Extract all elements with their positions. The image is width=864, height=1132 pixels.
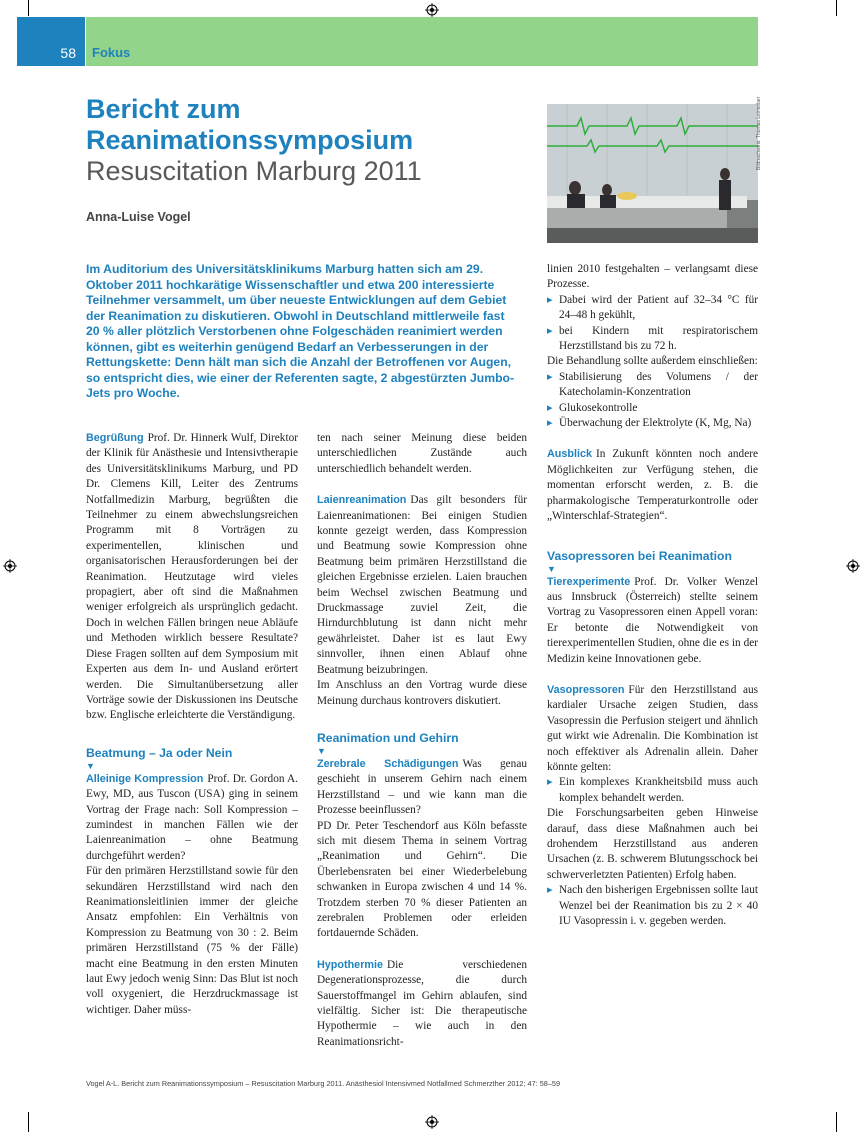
paragraph: Vasopressoren Für den Herzstillstand aus kardialer Ursache zeigen Studien, dass Vasopressin die Perfusion steigert und ähnlich gut wirkt wie Adrenalin. Die Kombination ist noch effektiver als Adrenalin allein. Daher könnte gelten: — [547, 683, 758, 773]
title-line-2: Reanimationssymposium — [86, 125, 414, 155]
photo-credit: Bildnachweis: Thomas Leimeiber — [756, 96, 762, 170]
auditorium-image — [547, 104, 758, 243]
citation-footer: Vogel A-L. Bericht zum Reanimationssymposium – Resuscitation Marburg 2011. Anästhesiol Intensivmed Notfallmed Schmerzther 2012; 47: 58–59 — [86, 1079, 561, 1088]
keyword: Hypothermie — [317, 958, 383, 971]
list-item: ▸ bei Kindern mit respiratorischem Herzstillstand bis zu 72 h. — [547, 324, 758, 355]
triangle-down-icon: ▼ — [547, 563, 556, 574]
registration-mark-icon — [846, 559, 860, 573]
triangle-down-icon: ▼ — [86, 760, 95, 771]
bullet-list — [547, 370, 758, 432]
column-3 — [547, 262, 758, 929]
registration-mark-icon — [425, 3, 439, 17]
list-item: ▸ Ein komplexes Krankheitsbild muss auch komplex behandelt werden. — [547, 775, 758, 806]
crop-mark — [836, 1112, 837, 1132]
keyword: Tierexperimente — [547, 575, 631, 588]
section-heading: Vasopressoren bei Reanimation — [547, 548, 732, 563]
list-item: ▸ Glukosekontrolle — [547, 401, 758, 416]
keyword: Alleinige Kompression — [86, 772, 204, 785]
registration-mark-icon — [3, 559, 17, 573]
column-1 — [86, 431, 298, 1018]
keyword: Zerebrale Schädigungen — [317, 757, 459, 770]
keyword: Begrüßung — [86, 432, 144, 444]
list-item: ▸ Überwachung der Elektrolyte (K, Mg, Na) — [547, 416, 758, 431]
list-item: ▸ Dabei wird der Patient auf 32–34 °C für 24–48 h gekühlt, — [547, 293, 758, 324]
article-subtitle: Resuscitation Marburg 2011 — [86, 156, 422, 186]
keyword: Vasopressoren — [547, 683, 625, 696]
paragraph: Tierexperimente Prof. Dr. Volker Wenzel aus Innsbruck (Österreich) stellte seinem Vortrag zu Vasopressoren einen Appell voran: Er betonte die Notwendigkeit von tierexperimentellen Studien, ohne die es in der Medizin keine Innovationen gebe. — [547, 575, 758, 665]
paragraph: Für den primären Herzstillstand sowie für den sekundären Herzstillstand wird nach den Reanimationsleitlinien immer der gleiche Ansatz empfohlen: Ein Verhältnis von Kompression zu Beatmung von 30 : 2. Beim primären Herzstillstand (75 % der Fälle) macht eine Beatmung in den ersten Minuten laut Ewy jedoch wenig Sinn: Das Blut ist noch voll oxygeniert, die Herzdruckmassage ist wichtiger. Daher müss- — [86, 865, 298, 1016]
registration-mark-icon — [425, 1115, 439, 1129]
paragraph: linien 2010 festgehalten – verlangsamt diese Prozesse. — [547, 263, 758, 291]
symposium-photo — [547, 104, 758, 243]
title-line-1: Bericht zum — [86, 94, 241, 124]
column-2 — [317, 431, 527, 1050]
page-number-box — [17, 17, 85, 66]
article-title — [86, 94, 526, 156]
bullet-list — [547, 883, 758, 929]
paragraph: Die Forschungsarbeiten geben Hinweise darauf, dass diese Maßnahmen auch bei drohendem Herzstillstand aus anderen Ursachen (z. B. schwerem Blutungsschock bei schwerverletzten Patienten) Erfolg haben. — [547, 807, 758, 881]
keyword: Ausblick — [547, 448, 593, 461]
paragraph: PD Dr. Peter Teschendorf aus Köln befasste sich mit diesem Thema in seinem Vortrag „Reanimation und Gehirn“. Die Überlebensraten bei einer Wiederbelebung schwanken in Europa zwischen 4 und 14 %. Trotzdem sterben 70 % dieser Patienten an zerebralen Problemen oder erleiden fortdauernde Schäden. — [317, 819, 527, 940]
paragraph: Laienreanimation Das gilt besonders für Laienreanimationen: Bei einigen Studien konnte gezeigt werden, dass Kompression und Beatmung sowie Kompression ohne Beatmung beim primären Herzstillstand die gleichen Ergebnisse erzielen. Laien brauchen beim Wechsel zwischen Beatmung und Druckmassage zuviel Zeit, die Hirndurchblutung ist dann nicht mehr gewährleistet. Daher ist es laut Ewy sinnvoller, ihnen einen Ablauf ohne Beatmung beizubringen. — [317, 494, 527, 676]
paragraph: Im Anschluss an den Vortrag wurde diese Meinung durchaus kontrovers diskutiert. — [317, 679, 527, 707]
section-label: Fokus — [92, 45, 131, 60]
crop-mark — [836, 0, 837, 16]
paragraph: Ausblick In Zukunft könnten noch andere Möglichkeiten zur Verfügung stehen, die momentan erforscht werden, z. B. die pharmakologische Temperaturkontrolle oder „Winterschlaf-Strategien“. — [547, 448, 758, 523]
bullet-list — [547, 775, 758, 806]
list-item: ▸ Nach den bisherigen Ergebnissen sollte laut Wenzel bei der Reanimation bis zu 2 × 40 IU Vasopressin i. v. gegeben werden. — [547, 883, 758, 929]
paragraph: ten nach seiner Meinung diese beiden unterschiedlichen Zustände auch unterschiedlich behandelt werden. — [317, 432, 527, 475]
paragraph: Hypothermie Die verschiedenen Degenerationsprozesse, die durch Sauerstoffmangel im Gehirn ablaufen, sind vielfältig. Sicher ist: Die therapeutische Hypothermie – wie auch in den Reanimationsricht- — [317, 958, 527, 1048]
paragraph: Begrüßung Prof. Dr. Hinnerk Wulf, Direktor der Klinik für Anästhesie und Intensivtherapie des Universitätsklinikums Marburg, und PD Dr. Clemens Kill, Leiter des Zentrums Notfallmedizin Marburg, begrüßten die Teilnehmer zu einem abwechslungsreichen Programm mit 8 Vorträgen zu experimentellen, klinischen und organisatorischen Herausforderungen bei der Reanimation. Heutzutage wird vieles propagiert, aber oft sind die Maßnahmen weniger erfolgreich als ursprünglich gedacht. Doch in welchen Fällen bringen neue Abläufe und Methoden wirklich bessere Resultate? Diese Fragen sollten auf dem Symposium mit Experten aus dem In- und Ausland erörtert werden. Die Simultanübersetzung aller Vorträge sowie der Diskussionen ins Deutsche bzw. Englische erleichterte die Verständigung. — [86, 432, 298, 722]
section-heading: Beatmung – Ja oder Nein — [86, 745, 233, 760]
paragraph: Zerebrale Schädigungen Was genau geschieht in unserem Gehirn nach einem Herzstillstand – und wie kann man die Prozesse beeinflussen? — [317, 757, 527, 817]
author-name: Anna-Luise Vogel — [86, 210, 191, 224]
page-number: 58 — [60, 45, 76, 61]
bullet-list — [547, 293, 758, 355]
section-bar — [86, 17, 758, 66]
crop-mark — [28, 0, 29, 16]
keyword: Laienreanimation — [317, 494, 407, 507]
list-item: ▸ Stabilisierung des Volumens / der Katecholamin-Konzentration — [547, 370, 758, 401]
crop-mark — [28, 1112, 29, 1132]
triangle-down-icon: ▼ — [317, 745, 326, 756]
lead-paragraph: Im Auditorium des Universitätsklinikums Marburg hatten sich am 29. Oktober 2011 hochkarätige Wissenschaftler und etwa 200 interessierte Teilnehmer versammelt, um über neueste Entwicklungen auf dem Gebiet der Reanimation zu diskutieren. Obwohl in Deutschland mittlerweile fast 20 % aller plötzlich Verstorbenen ohne Folgeschäden reanimiert werden können, gibt es weiterhin genügend Bedarf an Verbesserungen in der Rettungskette: Denn hält man sich die Anzahl der Betroffenen vor Augen, so entspricht dies, wie einer der Referenten sagte, 2 abgestürzten Jumbo-Jets pro Woche. — [86, 262, 515, 400]
paragraph: Alleinige Kompression Prof. Dr. Gordon A. Ewy, MD, aus Tuscon (USA) ging in seinem Vortrag der Frage nach: Soll Kompression – zumindest in manchen Fällen wie der Laienreanimation – ohne Beatmung durchgeführt werden? — [86, 772, 298, 862]
paragraph: Die Behandlung sollte außerdem einschließen: — [547, 355, 758, 368]
section-heading: Reanimation und Gehirn — [317, 730, 459, 745]
